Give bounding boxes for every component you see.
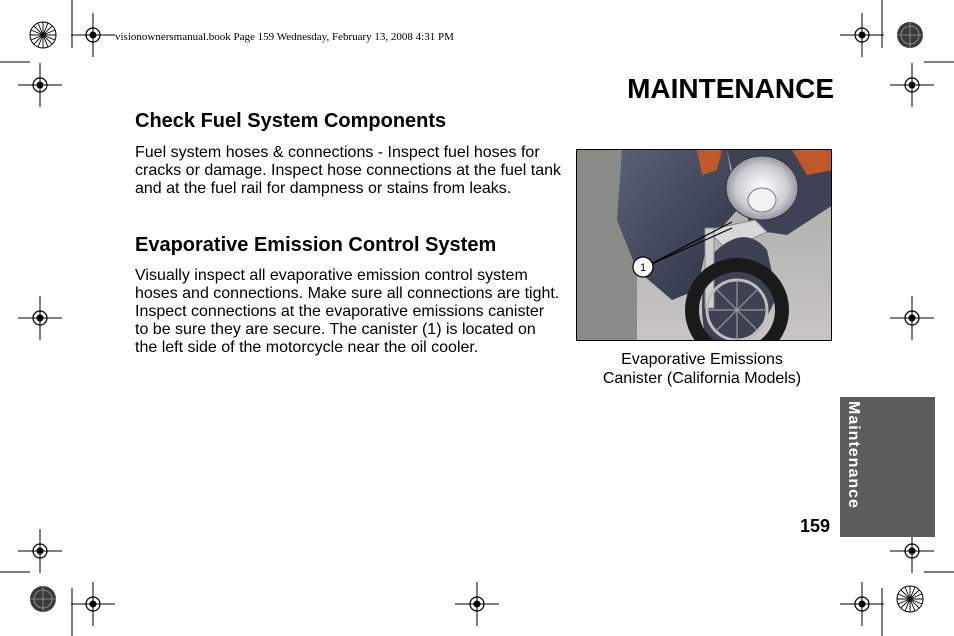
- motorcycle-photo: [576, 149, 832, 341]
- side-tab-label: Maintenance: [845, 401, 862, 509]
- print-header-line: visionownersmanual.book Page 159 Wednesday, February 13, 2008 4:31 PM: [115, 31, 454, 43]
- paragraph-fuel-system: Fuel system hoses & connections - Inspect fuel hoses for cracks or damage. Inspect hose connections at the fuel tank and at the fuel rail for dampness or stains from leaks.: [135, 144, 562, 197]
- heading-evaporative-emission: Evaporative Emission Control System: [135, 234, 497, 256]
- chapter-title: MAINTENANCE: [627, 73, 834, 104]
- paragraph-evaporative-emission: Visually inspect all evaporative emission control system hoses and connections. Make sure all connections are tight. Inspect connections at the evaporative emissions canister to be sure they are secure. The canister (1) is located on the left side of the motorcycle near the oil cooler.: [135, 267, 560, 356]
- figure-caption: [578, 350, 826, 388]
- heading-check-fuel-system: Check Fuel System Components: [135, 110, 447, 132]
- motorcycle-illustration: [577, 150, 832, 341]
- section-side-tab: [840, 397, 935, 537]
- caption-line-1: Evaporative Emissions: [621, 351, 783, 368]
- page-number: 159: [800, 516, 831, 536]
- caption-line-2: Canister (California Models): [602, 370, 802, 387]
- callout-number: 1: [639, 262, 647, 274]
